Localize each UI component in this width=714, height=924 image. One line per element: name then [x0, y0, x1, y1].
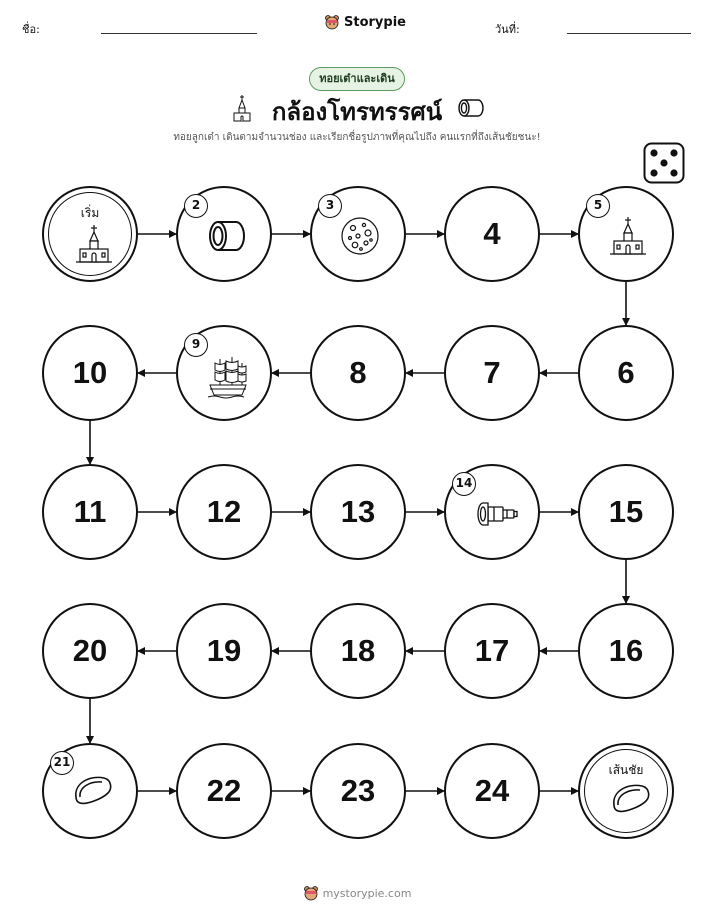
space-number: 18 — [340, 633, 376, 668]
space-number: 11 — [73, 494, 107, 529]
space-number: 24 — [474, 773, 510, 808]
board-space-18 — [310, 603, 406, 699]
space-number-badge: 14 — [452, 472, 476, 496]
board-space-10 — [42, 325, 138, 421]
church-icon — [74, 224, 114, 268]
board-space-13 — [310, 464, 406, 560]
space-number-badge: 3 — [318, 194, 342, 218]
board-space-15 — [578, 464, 674, 560]
brand-name: Storypie — [344, 14, 406, 30]
church-icon — [608, 216, 648, 260]
board-space-8 — [310, 325, 406, 421]
space-number-badge: 21 — [50, 751, 74, 775]
board-space-17 — [444, 603, 540, 699]
space-number-badge: 9 — [184, 333, 208, 357]
start-space — [42, 186, 138, 282]
space-number-badge: 5 — [586, 194, 610, 218]
footer — [0, 885, 714, 901]
lens-icon — [610, 781, 650, 821]
game-type-tag: ทอยเต๋าและเดิน — [309, 67, 405, 91]
finish-space — [578, 743, 674, 839]
space-number: 23 — [340, 773, 376, 808]
board-space-4 — [444, 186, 540, 282]
space-number: 8 — [349, 355, 367, 390]
tube-icon — [206, 216, 246, 260]
start-label: เริ่ม — [80, 206, 100, 220]
space-number: 12 — [206, 494, 242, 529]
board-space-19 — [176, 603, 272, 699]
space-number: 22 — [206, 773, 242, 808]
instructions: ทอยลูกเต๋า เดินตามจำนวนช่อง และเรียกชื่อรูปภาพที่คุณไปถึง คนแรกที่ถึงเส้นชัยชนะ! — [173, 132, 541, 143]
name-label: ชื่อ: — [22, 23, 40, 36]
board-space-12 — [176, 464, 272, 560]
space-number: 4 — [483, 216, 501, 251]
board-space-7 — [444, 325, 540, 421]
space-number: 16 — [608, 633, 644, 668]
game-title: กล้องโทรทรรศน์ — [271, 98, 443, 126]
moon-icon — [340, 216, 380, 260]
finish-label: เส้นชัย — [608, 763, 644, 777]
bear-icon — [303, 885, 319, 901]
space-number: 19 — [206, 633, 242, 668]
board-space-22 — [176, 743, 272, 839]
board-space-9 — [176, 325, 272, 421]
board-space-3 — [310, 186, 406, 282]
date-label: วันที่: — [495, 23, 520, 36]
space-number: 10 — [72, 355, 108, 390]
telescope-icon — [474, 494, 518, 538]
space-number: 17 — [474, 633, 510, 668]
board-space-24 — [444, 743, 540, 839]
board-space-23 — [310, 743, 406, 839]
board-space-21 — [42, 743, 138, 839]
board-space-6 — [578, 325, 674, 421]
footer-site: mystorypie.com — [322, 886, 412, 900]
board-space-11 — [42, 464, 138, 560]
space-number-badge: 2 — [184, 194, 208, 218]
board-space-20 — [42, 603, 138, 699]
lens-icon — [72, 773, 112, 813]
board-space-16 — [578, 603, 674, 699]
board-space-2 — [176, 186, 272, 282]
space-number: 7 — [483, 355, 501, 390]
ship-icon — [206, 355, 250, 403]
board-space-5 — [578, 186, 674, 282]
space-number: 6 — [617, 355, 635, 390]
board-space-14 — [444, 464, 540, 560]
space-number: 15 — [608, 494, 644, 529]
space-number: 20 — [72, 633, 108, 668]
space-number: 13 — [340, 494, 376, 529]
